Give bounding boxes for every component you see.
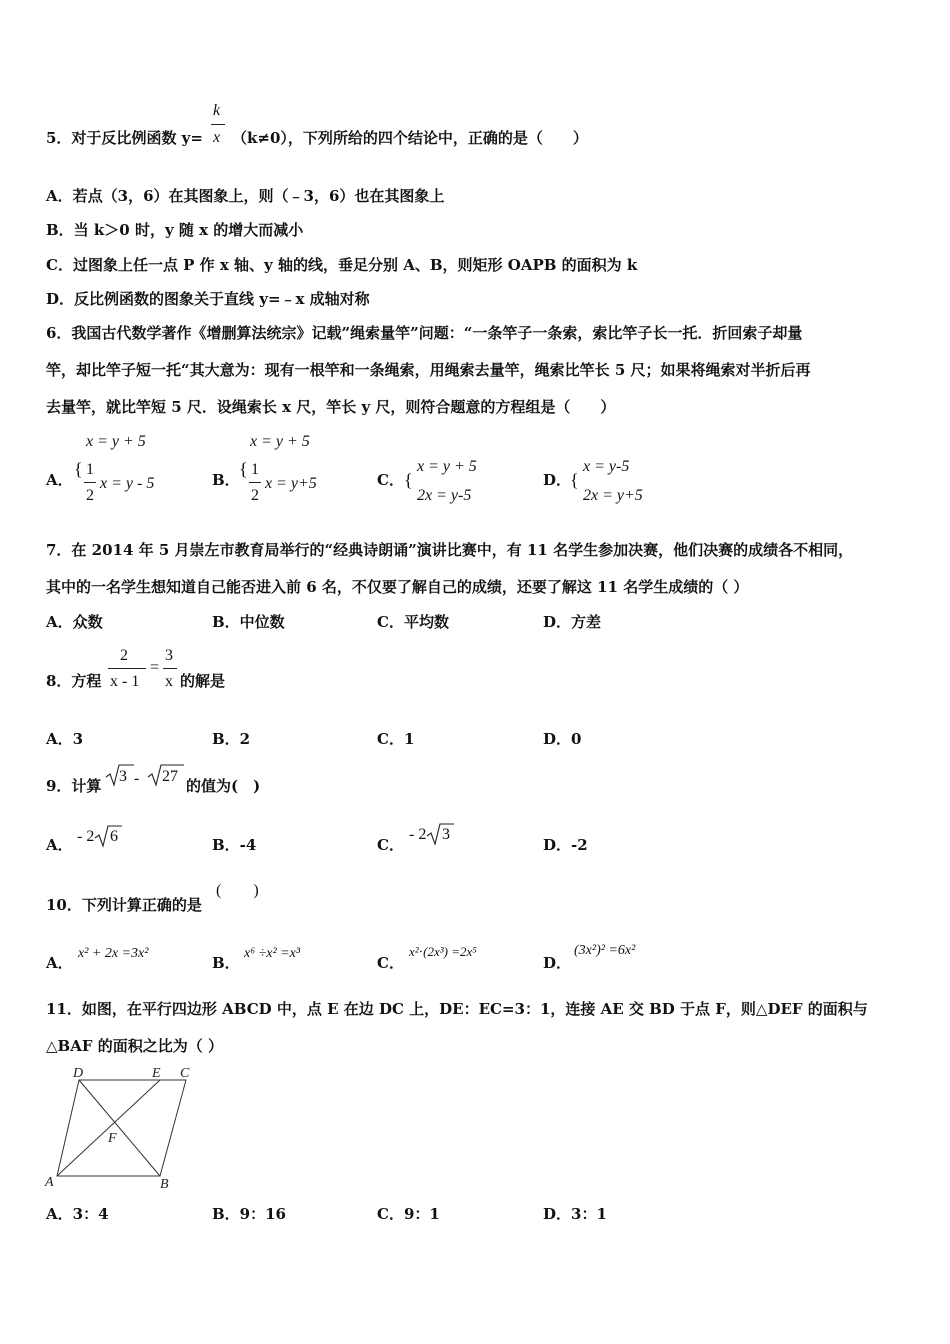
q8-frac1-num: 2	[120, 647, 128, 664]
q9-radicand-2: 27	[162, 768, 178, 785]
q6-a-eq1: x = y + 5	[86, 433, 146, 450]
segment-bd	[79, 1080, 160, 1176]
q6-d-brace: {	[570, 470, 579, 490]
q6-a-eq2: x = y - 5	[100, 475, 155, 492]
q5-stem-prefix: 5．对于反比例函数 y=	[46, 129, 203, 147]
q11-option-b: B．9：16	[212, 1205, 286, 1223]
q7-option-b: B．中位数	[212, 613, 285, 631]
q6-line-2: 竿，却比竿子短一托“其大意为：现有一根竿和一条绳索，用绳索去量竿，绳索比竿长 5 尺；如果将绳索对半折后再	[46, 361, 811, 379]
q9-minus: -	[134, 770, 140, 787]
q6-a-brace: {	[74, 459, 83, 479]
q5-option-d: D．反比例函数的图象关于直线 y=﹣x 成轴对称	[46, 290, 370, 308]
q7-line-1: 7．在 2014 年 5 月崇左市教育局举行的“经典诗朗诵”演讲比赛中，有 11 名学生参加决赛，他们决赛的成绩各不相同，	[46, 541, 854, 559]
q6-option-c-label: C．	[377, 471, 404, 489]
q6-option-d-label: D．	[543, 471, 572, 489]
q10-option-b-label: B．	[212, 954, 240, 972]
q6-c-brace: {	[404, 470, 413, 490]
q6-b-frac-bar	[249, 482, 261, 483]
label-e: E	[152, 1066, 161, 1081]
q9-c-coef: - 2	[409, 826, 427, 843]
q10-option-c-label: C．	[377, 954, 404, 972]
q6-a-frac-bar	[84, 482, 96, 483]
q6-b-eq1: x = y + 5	[250, 433, 310, 450]
q10-option-a-label: A．	[46, 954, 73, 972]
q6-line-3: 去量竿，就比竿短 5 尺．设绳索长 x 尺，竿长 y 尺，则符合题意的方程组是（ ）	[46, 398, 616, 416]
q6-d-eq2: 2x = y+5	[583, 487, 643, 504]
q11-line-1: 11．如图，在平行四边形 ABCD 中，点 E 在边 DC 上，DE：EC=3：1，连接 AE 交 BD 于点 F，则△DEF 的面积与	[46, 1000, 868, 1018]
q9-option-d: D．-2	[543, 836, 588, 854]
q9-prefix: 9．计算	[46, 777, 102, 795]
q6-option-a-label: A．	[46, 471, 73, 489]
q9-radicand-1: 3	[119, 768, 127, 785]
q11-option-a: A．3：4	[46, 1205, 109, 1223]
q11-option-c: C．9：1	[377, 1205, 440, 1223]
q11-parallelogram-figure	[40, 1064, 200, 1194]
q10-stem: 10．下列计算正确的是	[46, 896, 202, 914]
q9-a-radical	[94, 823, 124, 849]
q9-c-radical	[426, 821, 456, 847]
q11-line-2: △BAF 的面积之比为（ ）	[46, 1037, 223, 1055]
q8-frac2-den: x	[165, 673, 173, 690]
q9-c-radicand: 3	[442, 826, 450, 843]
q7-option-d: D．方差	[543, 613, 602, 631]
q8-prefix: 8．方程	[46, 672, 102, 690]
q7-option-a: A．众数	[46, 613, 103, 631]
label-f: F	[108, 1131, 117, 1146]
q7-line-2: 其中的一名学生想知道自己能否进入前 6 名，不仅要了解自己的成绩，还要了解这 11 名学生成绩的（ ）	[46, 578, 749, 596]
q8-suffix: 的解是	[180, 672, 226, 690]
segment-ae	[57, 1080, 160, 1176]
q9-option-a-label: A．	[46, 836, 73, 854]
q6-a-frac-den: 2	[86, 487, 94, 504]
label-b: B	[160, 1177, 169, 1192]
q9-option-c-label: C．	[377, 836, 404, 854]
q10-c-expr: x²⋅(2x³) =2x⁵	[409, 944, 477, 959]
q8-equals: =	[150, 659, 160, 676]
q5-option-a: A．若点（3，6）在其图象上，则（﹣3，6）也在其图象上	[46, 187, 445, 205]
q8-frac2-bar	[163, 668, 177, 669]
q9-a-coef: - 2	[77, 828, 95, 845]
q8-frac2-num: 3	[165, 647, 173, 664]
q5-option-c: C．过图象上任一点 P 作 x 轴、y 轴的线，垂足分别 A、B，则矩形 OAPB 的面积为 k	[46, 256, 638, 274]
q10-paren: ( )	[216, 882, 259, 899]
q7-option-c: C．平均数	[377, 613, 449, 631]
q8-option-a: A．3	[46, 730, 84, 748]
q6-c-eq2: 2x = y-5	[417, 487, 472, 504]
q10-b-expr: x⁶ ÷x² =x³	[244, 946, 301, 961]
q8-frac1-bar	[108, 668, 146, 669]
q6-b-brace: {	[239, 459, 248, 479]
label-d: D	[73, 1066, 84, 1081]
label-a: A	[45, 1175, 54, 1190]
q11-option-d: D．3：1	[543, 1205, 607, 1223]
q5-frac-num: k	[213, 102, 221, 119]
q6-line-1: 6．我国古代数学著作《增删算法统宗》记载”绳索量竿”问题：“一条竿子一条索，索比竿子长一托．折回索子却量	[46, 324, 803, 342]
q6-c-eq1: x = y + 5	[417, 458, 477, 475]
parallelogram-abcd	[57, 1080, 186, 1176]
q10-option-d-label: D．	[543, 954, 572, 972]
q6-b-frac-den: 2	[251, 487, 259, 504]
q10-a-expr: x² + 2x =3x²	[78, 946, 149, 961]
q5-frac-bar	[211, 124, 225, 125]
q6-a-frac-num: 1	[86, 461, 94, 478]
q6-option-b-label: B．	[212, 471, 240, 489]
q9-a-radicand: 6	[110, 828, 118, 845]
q9-suffix: 的值为( )	[186, 777, 261, 795]
q8-option-d: D．0	[543, 730, 582, 748]
q8-option-b: B．2	[212, 730, 251, 748]
q8-frac1-den: x - 1	[110, 673, 140, 690]
q5-option-b: B．当 k＞0 时，y 随 x 的增大而减小	[46, 221, 304, 239]
q5-frac-den: x	[213, 129, 221, 146]
q6-b-frac-num: 1	[251, 461, 259, 478]
q9-option-b: B．-4	[212, 836, 257, 854]
q5-stem-suffix: （k≠0），下列所给的四个结论中，正确的是（ ）	[232, 129, 588, 147]
q8-option-c: C．1	[377, 730, 415, 748]
label-c: C	[180, 1066, 190, 1081]
q10-d-expr: (3x²)² =6x²	[574, 943, 636, 958]
q6-b-eq2: x = y+5	[265, 475, 317, 492]
q6-d-eq1: x = y-5	[583, 458, 630, 475]
